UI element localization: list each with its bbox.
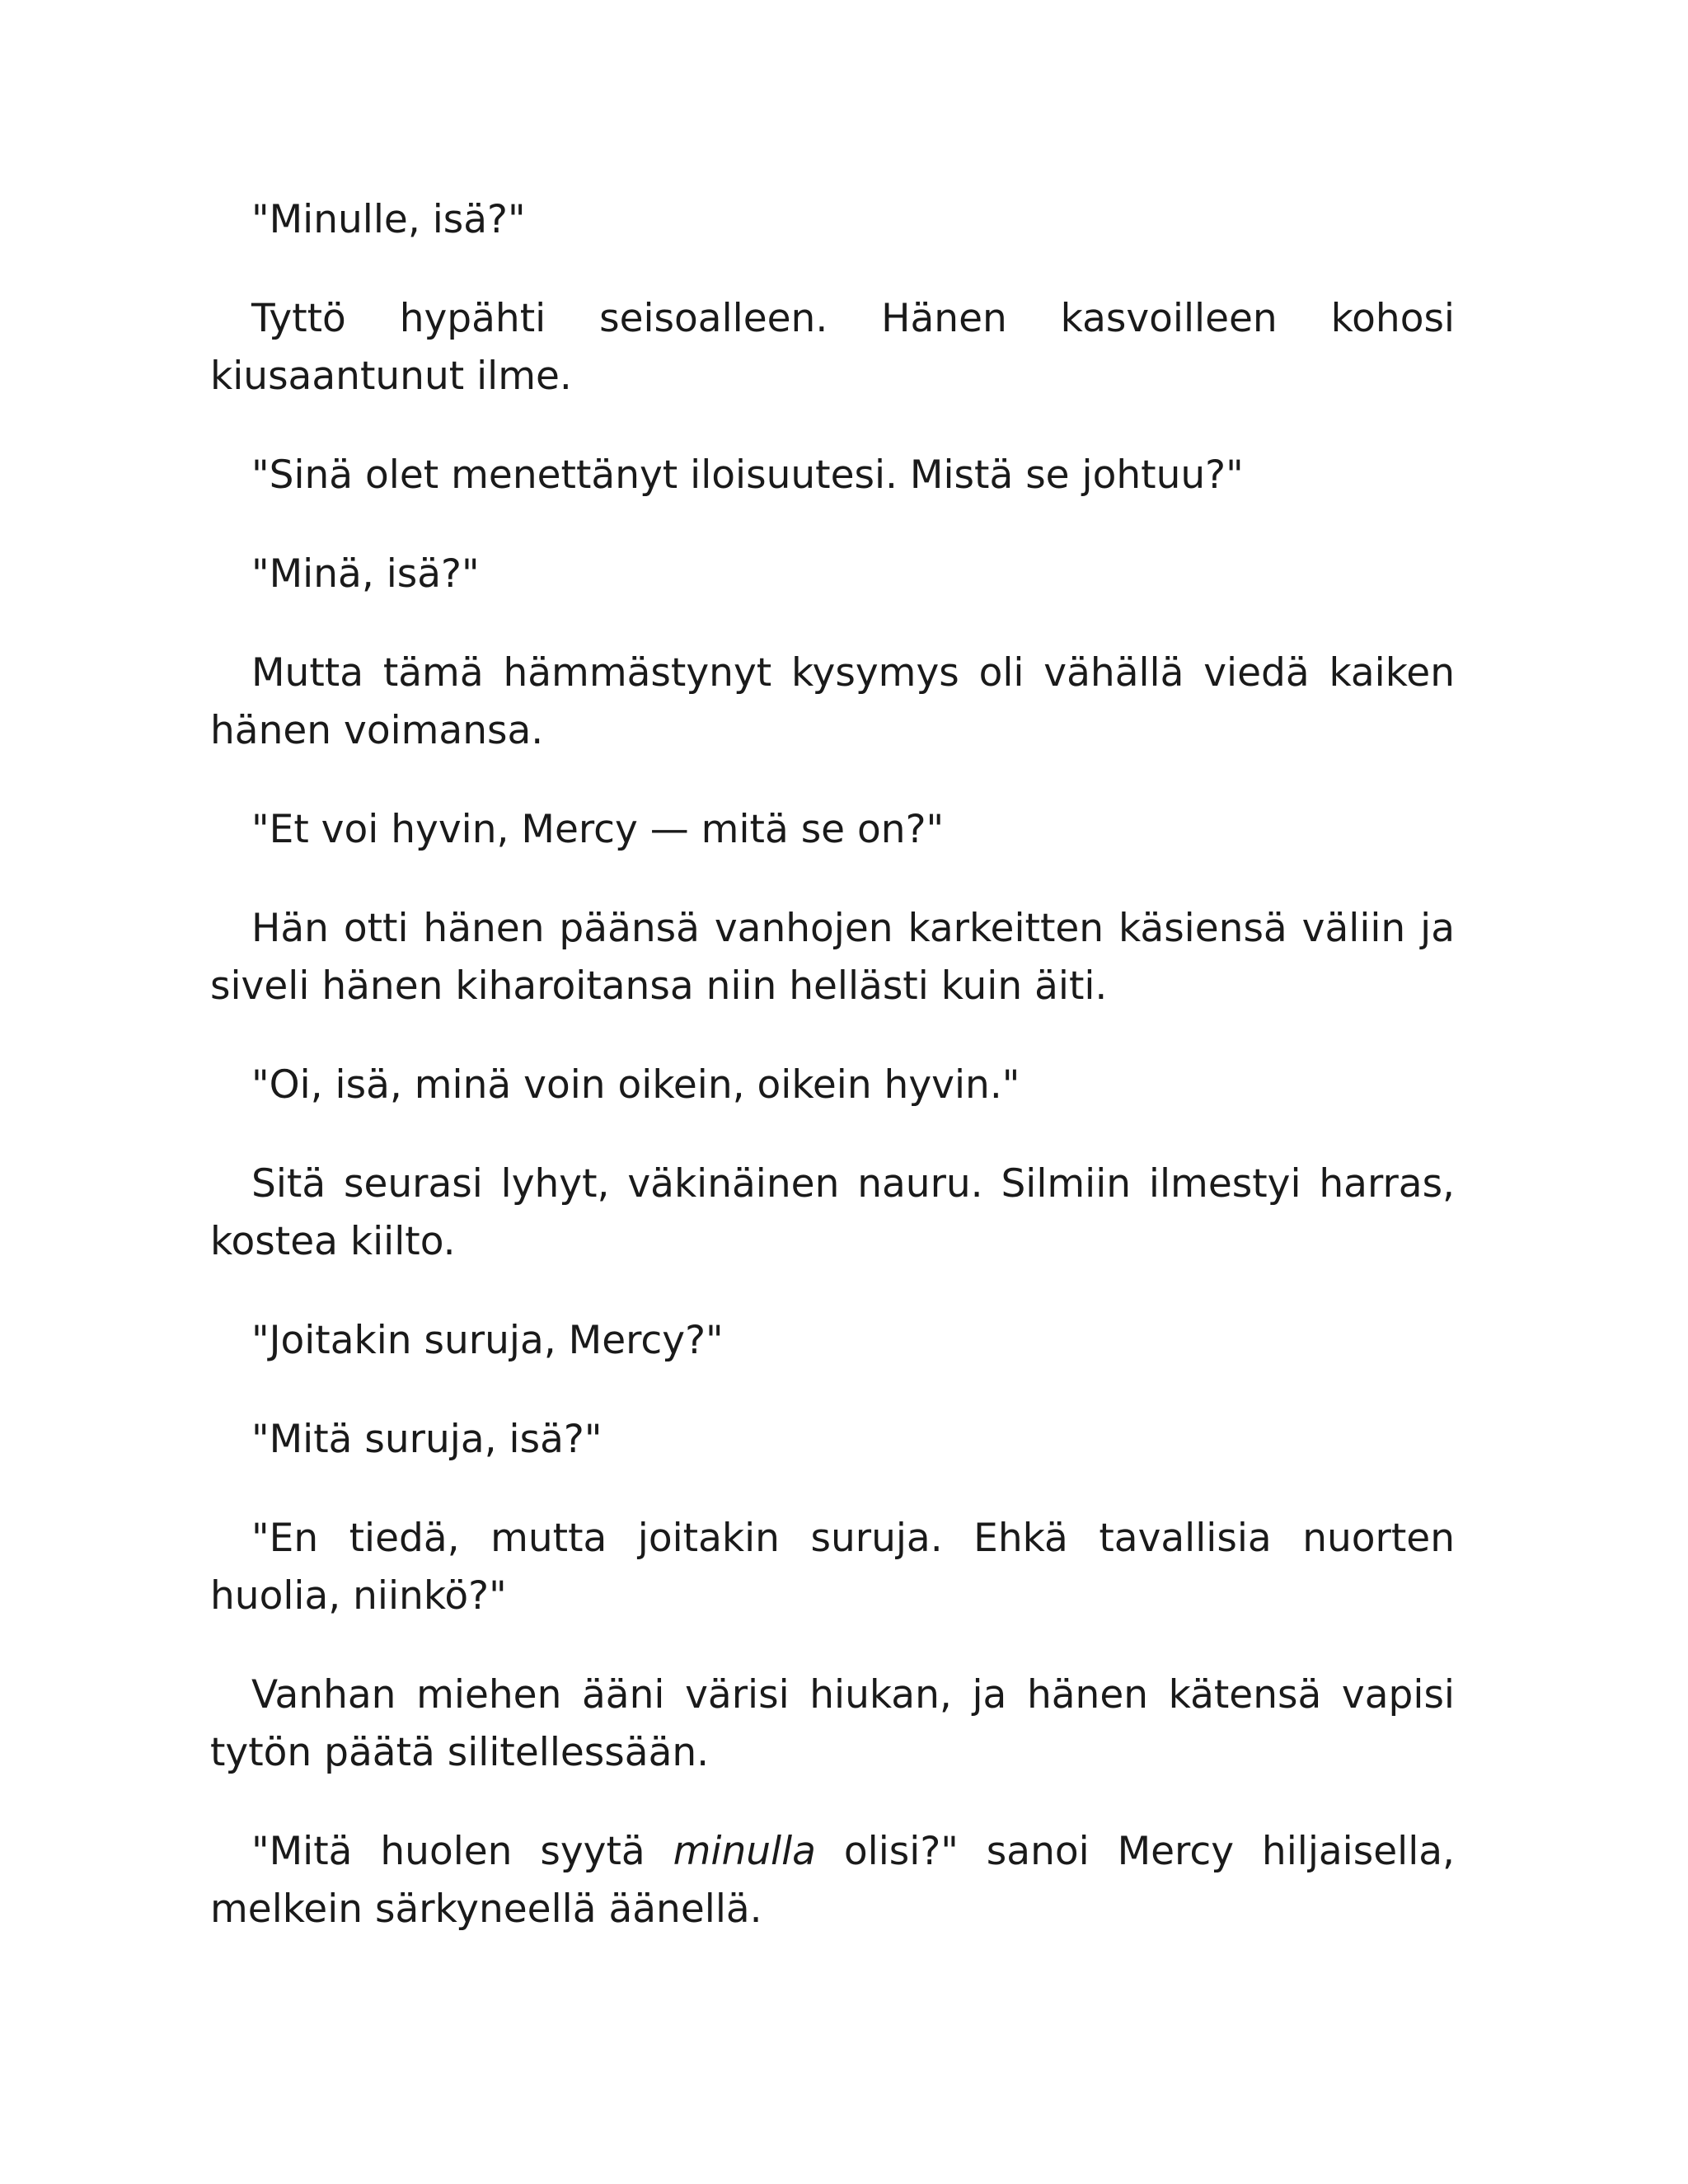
paragraph-text: olisi?" sanoi Mercy hiljaisella, melkein särkyneellä äänellä. (210, 1829, 1456, 1932)
paragraph: "En tiedä, mutta joitakin suruja. Ehkä tavallisia nuorten huolia, niinkö?" (210, 1516, 1455, 1619)
paragraph: Vanhan miehen ääni värisi hiukan, ja hänen kätensä vapisi tytön päätä silitellessään. (210, 1672, 1455, 1775)
paragraph-text: "Mitä huolen syytä (251, 1829, 673, 1874)
paragraph (210, 1823, 1455, 1938)
document-page (210, 191, 1455, 1938)
paragraph: Mutta tämä hämmästynyt kysymys oli vähällä viedä kaiken hänen voimansa. (210, 650, 1455, 753)
paragraph: "Minä, isä?" (251, 551, 480, 597)
paragraph: "Sinä olet menettänyt iloisuutesi. Mistä se johtuu?" (251, 452, 1244, 498)
paragraph: "Minulle, isä?" (251, 197, 526, 242)
paragraph: Tyttö hypähti seisoalleen. Hänen kasvoilleen kohosi kiusaantunut ilme. (210, 296, 1455, 399)
emphasized-word: minulla (673, 1829, 816, 1874)
paragraph: "Joitakin suruja, Mercy?" (251, 1318, 724, 1363)
paragraph: Hän otti hänen päänsä vanhojen karkeitten käsiensä väliin ja siveli hänen kiharoitansa niin hellästi kuin äiti. (210, 906, 1455, 1009)
paragraph: Sitä seurasi lyhyt, väkinäinen nauru. Silmiin ilmestyi harras, kostea kiilto. (210, 1161, 1455, 1264)
paragraph: "Mitä suruja, isä?" (251, 1417, 603, 1462)
paragraph: "Et voi hyvin, Mercy — mitä se on?" (251, 807, 945, 852)
paragraph: "Oi, isä, minä voin oikein, oikein hyvin." (251, 1062, 1020, 1108)
